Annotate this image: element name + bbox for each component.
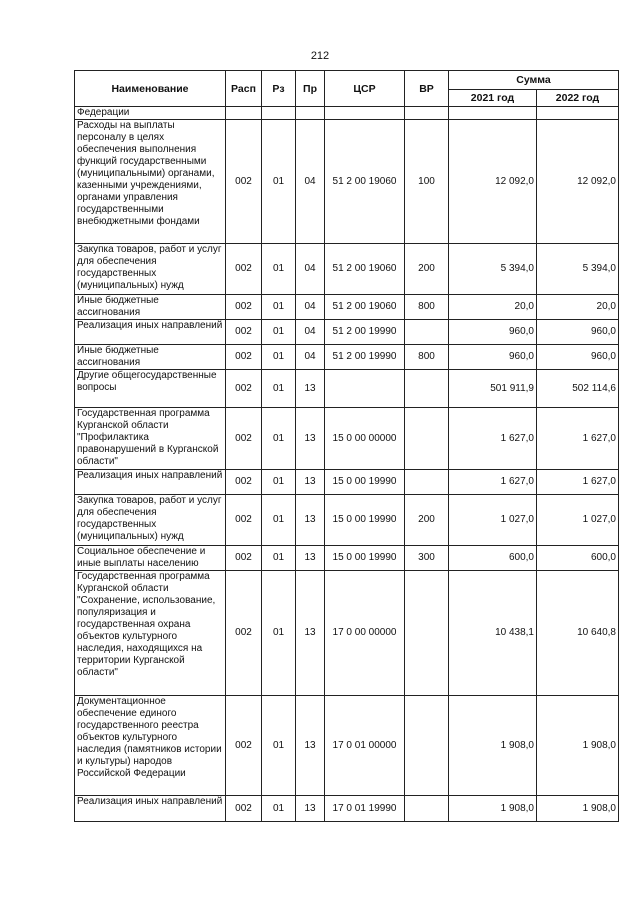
row-rasp: 002 <box>226 370 262 408</box>
table-row <box>75 571 619 696</box>
row-pr: 04 <box>296 120 325 244</box>
budget-table <box>74 70 619 822</box>
row-pr: 13 <box>296 696 325 796</box>
row-vr: 200 <box>405 244 449 295</box>
row-rasp: 002 <box>226 244 262 295</box>
page-number: 212 <box>310 50 330 62</box>
table-row <box>75 495 619 546</box>
row-vr <box>405 370 449 408</box>
row-pr: 13 <box>296 571 325 696</box>
row-vr <box>405 696 449 796</box>
row-vr <box>405 320 449 345</box>
row-name: Государственная программа Курганской области "Сохранение, использование, популяризация и государственная охрана объектов культурного наследия, находящихся на территории Курганской области" <box>75 571 226 696</box>
row-rz: 01 <box>262 370 296 408</box>
row-rasp: 002 <box>226 295 262 320</box>
row-name: Иные бюджетные ассигнования <box>75 345 226 370</box>
row-csr <box>325 107 405 120</box>
row-sum-2022: 20,0 <box>537 295 619 320</box>
row-rasp <box>226 107 262 120</box>
row-sum-2021 <box>449 107 537 120</box>
header-pr: Пр <box>296 71 325 107</box>
row-sum-2022: 1 627,0 <box>537 470 619 495</box>
row-csr: 17 0 01 00000 <box>325 696 405 796</box>
row-pr: 13 <box>296 370 325 408</box>
row-rz: 01 <box>262 495 296 546</box>
header-csr: ЦСР <box>325 71 405 107</box>
row-rasp: 002 <box>226 696 262 796</box>
row-sum-2022: 5 394,0 <box>537 244 619 295</box>
row-name: Иные бюджетные ассигнования <box>75 295 226 320</box>
row-name: Закупка товаров, работ и услуг для обеспечения государственных (муниципальных) нужд <box>75 244 226 295</box>
row-sum-2022: 1 027,0 <box>537 495 619 546</box>
table-row <box>75 696 619 796</box>
row-name: Реализация иных направлений <box>75 470 226 495</box>
row-rz: 01 <box>262 796 296 822</box>
row-vr: 300 <box>405 546 449 571</box>
row-pr: 13 <box>296 546 325 571</box>
row-sum-2022 <box>537 107 619 120</box>
row-csr: 15 0 00 19990 <box>325 546 405 571</box>
row-name: Закупка товаров, работ и услуг для обеспечения государственных (муниципальных) нужд <box>75 495 226 546</box>
row-rz: 01 <box>262 546 296 571</box>
row-csr: 17 0 00 00000 <box>325 571 405 696</box>
row-csr: 51 2 00 19990 <box>325 320 405 345</box>
row-pr: 04 <box>296 320 325 345</box>
row-vr: 200 <box>405 495 449 546</box>
row-rasp: 002 <box>226 796 262 822</box>
row-sum-2022: 10 640,8 <box>537 571 619 696</box>
row-vr <box>405 571 449 696</box>
table-row <box>75 408 619 470</box>
header-rasp: Расп <box>226 71 262 107</box>
row-name: Социальное обеспечение и иные выплаты населению <box>75 546 226 571</box>
row-sum-2022: 1 908,0 <box>537 696 619 796</box>
row-sum-2022: 960,0 <box>537 345 619 370</box>
table-row <box>75 370 619 408</box>
row-rasp: 002 <box>226 408 262 470</box>
row-sum-2021: 12 092,0 <box>449 120 537 244</box>
table-row <box>75 470 619 495</box>
row-rz: 01 <box>262 571 296 696</box>
row-sum-2022: 600,0 <box>537 546 619 571</box>
row-pr: 13 <box>296 408 325 470</box>
row-rz: 01 <box>262 295 296 320</box>
table-row <box>75 295 619 320</box>
row-rz: 01 <box>262 408 296 470</box>
header-2022: 2022 год <box>537 90 619 107</box>
row-name: Государственная программа Курганской области "Профилактика правонарушений в Курганской области" <box>75 408 226 470</box>
row-vr: 800 <box>405 295 449 320</box>
row-name: Федерации <box>75 107 226 120</box>
table-row <box>75 120 619 244</box>
row-csr: 51 2 00 19060 <box>325 244 405 295</box>
row-sum-2021: 960,0 <box>449 345 537 370</box>
row-name: Реализация иных направлений <box>75 796 226 822</box>
row-sum-2022: 960,0 <box>537 320 619 345</box>
row-vr: 800 <box>405 345 449 370</box>
header-2021: 2021 год <box>449 90 537 107</box>
row-rz: 01 <box>262 320 296 345</box>
row-sum-2021: 600,0 <box>449 546 537 571</box>
header-name: Наименование <box>75 71 226 107</box>
row-pr: 13 <box>296 796 325 822</box>
row-rasp: 002 <box>226 345 262 370</box>
row-csr: 51 2 00 19060 <box>325 295 405 320</box>
row-vr <box>405 470 449 495</box>
row-sum-2021: 20,0 <box>449 295 537 320</box>
row-rasp: 002 <box>226 320 262 345</box>
row-csr: 15 0 00 19990 <box>325 470 405 495</box>
row-sum-2021: 5 394,0 <box>449 244 537 295</box>
header-sum: Сумма <box>449 71 619 90</box>
header-rz: Рз <box>262 71 296 107</box>
row-rasp: 002 <box>226 120 262 244</box>
row-pr: 04 <box>296 345 325 370</box>
row-sum-2021: 1 908,0 <box>449 796 537 822</box>
row-name: Реализация иных направлений <box>75 320 226 345</box>
row-rasp: 002 <box>226 546 262 571</box>
row-vr <box>405 796 449 822</box>
row-sum-2021: 501 911,9 <box>449 370 537 408</box>
row-name: Другие общегосударственные вопросы <box>75 370 226 408</box>
row-csr: 51 2 00 19060 <box>325 120 405 244</box>
row-rasp: 002 <box>226 495 262 546</box>
row-csr: 15 0 00 00000 <box>325 408 405 470</box>
row-sum-2022: 502 114,6 <box>537 370 619 408</box>
row-csr: 51 2 00 19990 <box>325 345 405 370</box>
table-row <box>75 244 619 295</box>
row-pr: 04 <box>296 244 325 295</box>
table-row <box>75 796 619 822</box>
row-rz: 01 <box>262 120 296 244</box>
row-pr: 04 <box>296 295 325 320</box>
row-name: Документационное обеспечение единого государственного реестра объектов культурного наследия (памятников истории и культуры) народов Российской Федерации <box>75 696 226 796</box>
row-rz <box>262 107 296 120</box>
row-rz: 01 <box>262 470 296 495</box>
row-sum-2022: 1 908,0 <box>537 796 619 822</box>
table-row <box>75 320 619 345</box>
row-rasp: 002 <box>226 470 262 495</box>
row-rz: 01 <box>262 244 296 295</box>
row-vr <box>405 107 449 120</box>
row-vr: 100 <box>405 120 449 244</box>
row-sum-2021: 10 438,1 <box>449 571 537 696</box>
row-vr <box>405 408 449 470</box>
table-row <box>75 345 619 370</box>
row-sum-2021: 960,0 <box>449 320 537 345</box>
row-sum-2021: 1 908,0 <box>449 696 537 796</box>
row-sum-2021: 1 627,0 <box>449 470 537 495</box>
row-sum-2021: 1 027,0 <box>449 495 537 546</box>
row-csr <box>325 370 405 408</box>
row-rasp: 002 <box>226 571 262 696</box>
row-csr: 15 0 00 19990 <box>325 495 405 546</box>
row-rz: 01 <box>262 345 296 370</box>
header-vr: ВР <box>405 71 449 107</box>
table-row <box>75 107 619 120</box>
row-rz: 01 <box>262 696 296 796</box>
row-sum-2021: 1 627,0 <box>449 408 537 470</box>
row-name: Расходы на выплаты персоналу в целях обеспечения выполнения функций государственными (муниципальными) органами, казенными учреждениями, органами управления государственными внебюджетными фондами <box>75 120 226 244</box>
table-row <box>75 546 619 571</box>
row-sum-2022: 1 627,0 <box>537 408 619 470</box>
row-pr: 13 <box>296 495 325 546</box>
row-pr: 13 <box>296 470 325 495</box>
row-pr <box>296 107 325 120</box>
row-sum-2022: 12 092,0 <box>537 120 619 244</box>
row-csr: 17 0 01 19990 <box>325 796 405 822</box>
